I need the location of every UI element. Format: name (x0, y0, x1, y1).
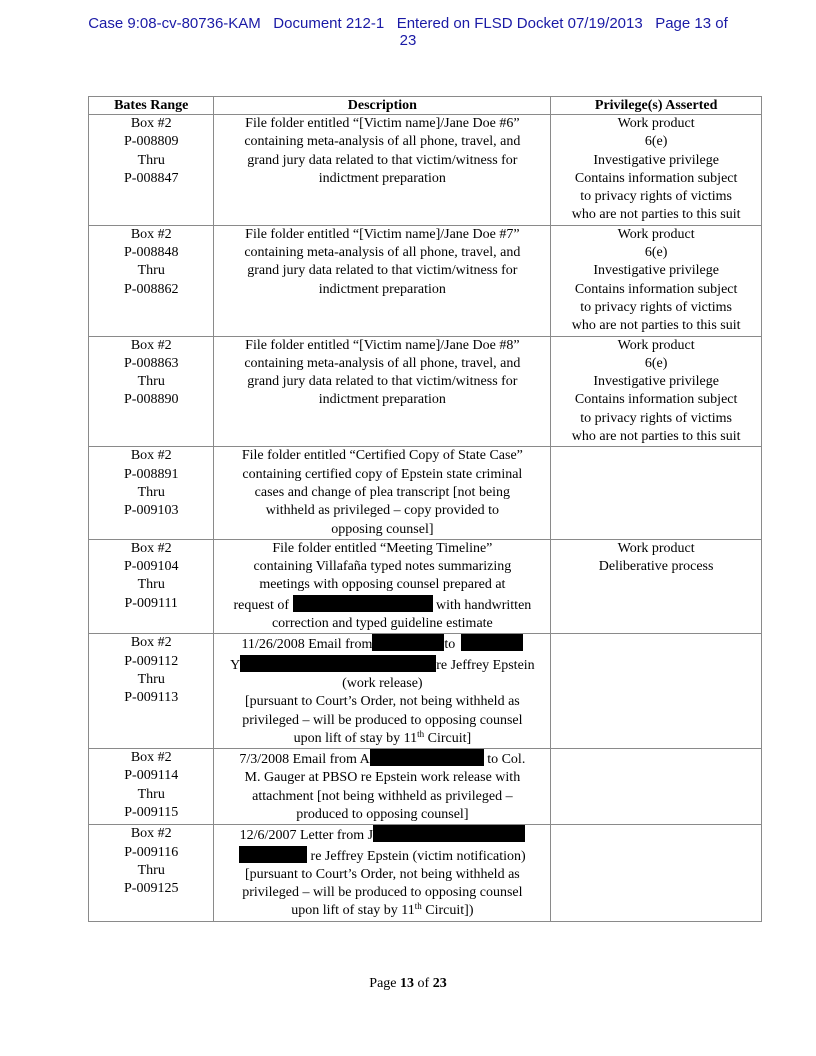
privilege-cell (551, 749, 762, 825)
description-text: to Col. (487, 752, 526, 768)
description-line: containing meta-analysis of all phone, travel, and (244, 245, 521, 261)
description-line: File folder entitled “[Victim name]/Jane Doe #6” (245, 116, 520, 131)
redaction-block (373, 825, 525, 842)
bates-line: P-008862 (124, 281, 179, 297)
bates-line: Thru (137, 152, 165, 168)
description-line: File folder entitled “[Victim name]/Jane Doe #7” (245, 226, 520, 242)
privilege-line: Work product (617, 116, 695, 131)
bates-line: Box #2 (130, 226, 172, 242)
privilege-line: Investigative privilege (593, 152, 719, 168)
privilege-line: who are not parties to this suit (571, 207, 741, 223)
description-line: grand jury data related to that victim/witness for (247, 152, 518, 168)
bates-line: P-008890 (124, 392, 179, 408)
privilege-cell (551, 447, 762, 539)
bates-line: Thru (137, 671, 165, 687)
redaction-block (293, 595, 433, 612)
description-text: re Jeffrey Epstein (victim notification) (310, 848, 526, 864)
bates-cell (89, 825, 214, 921)
privilege-cell (551, 634, 762, 749)
privilege-cell (551, 539, 762, 633)
privilege-line: who are not parties to this suit (571, 318, 741, 334)
description-line: correction and typed guideline estimate (271, 616, 493, 632)
bates-line: Thru (137, 862, 165, 878)
privilege-line: Work product (617, 540, 695, 556)
description-line: cases and change of plea transcript [not being (254, 484, 511, 500)
bates-cell (89, 447, 214, 539)
description-line: (work release) (342, 675, 423, 691)
description-line (217, 655, 547, 675)
privilege-line: to privacy rights of victims (580, 410, 732, 426)
bates-line: P-008848 (124, 245, 179, 261)
description-text: Circuit] (424, 730, 472, 746)
privilege-line: Deliberative process (598, 559, 714, 575)
bates-line: P-009112 (124, 653, 179, 669)
redaction-block (240, 655, 436, 672)
bates-line: P-009111 (124, 595, 178, 611)
description-line: produced to opposing counsel] (296, 806, 469, 822)
bates-line: P-009104 (124, 559, 179, 575)
bates-line: Box #2 (130, 116, 172, 131)
description-line: File folder entitled “Certified Copy of State Case” (241, 448, 523, 464)
description-cell (214, 447, 551, 539)
bates-line: Box #2 (130, 540, 172, 556)
table-row (89, 539, 762, 633)
table-row (89, 225, 762, 336)
description-text: re Jeffrey Epstein (436, 657, 535, 673)
privilege-cell (551, 225, 762, 336)
page-footer (0, 976, 816, 992)
docket-header-line1: Case 9:08-cv-80736-KAM Document 212-1 Entered on FLSD Docket 07/19/2013 Page 13 of (88, 15, 728, 32)
bates-line: P-009116 (124, 844, 179, 860)
docket-header-line2: 23 (399, 32, 417, 49)
bates-cell (89, 115, 214, 226)
bates-line: P-008863 (124, 355, 179, 371)
bates-line: Thru (137, 374, 165, 390)
bates-line: Box #2 (130, 337, 172, 353)
bates-cell (89, 336, 214, 447)
footer-total-pages: 23 (432, 976, 447, 991)
description-line: opposing counsel] (331, 521, 434, 537)
description-line: File folder entitled “Meeting Timeline” (272, 540, 493, 556)
bates-line: P-009103 (124, 503, 179, 519)
redaction-block (461, 634, 523, 651)
bates-line: Thru (137, 786, 165, 802)
description-line (217, 902, 547, 920)
description-line: M. Gauger at PBSO re Epstein work release with (244, 770, 521, 786)
privilege-cell (551, 115, 762, 226)
table-row (89, 336, 762, 447)
bates-line: P-008847 (124, 170, 179, 186)
privilege-line: Work product (617, 226, 695, 242)
description-text: 11/26/2008 Email from (241, 637, 373, 653)
privilege-line: Contains information subject (574, 281, 738, 297)
description-text: request of (233, 597, 290, 613)
footer-of-label: of (417, 976, 430, 991)
bates-line: Box #2 (130, 448, 172, 464)
bates-line: P-009115 (124, 804, 179, 820)
column-header-privilege: Privilege(s) Asserted (551, 97, 762, 115)
bates-line: P-008809 (124, 134, 179, 150)
description-text: A (359, 752, 370, 768)
privilege-log-table (88, 96, 762, 922)
table-row (89, 115, 762, 226)
bates-line: Thru (137, 484, 165, 500)
description-line: grand jury data related to that victim/witness for (247, 374, 518, 390)
bates-line: P-009125 (124, 881, 179, 897)
description-line: privileged – will be produced to opposing counsel (242, 712, 523, 728)
privilege-line: 6(e) (644, 245, 668, 261)
bates-cell (89, 749, 214, 825)
description-text: 7/3/2008 Email from (239, 752, 357, 768)
description-line: withheld as privileged – copy provided to (265, 503, 500, 519)
privilege-line: 6(e) (644, 134, 668, 150)
description-text: upon lift of stay by 11 (291, 903, 415, 919)
superscript-th: th (414, 901, 422, 912)
column-header-description: Description (214, 97, 551, 115)
privilege-cell (551, 825, 762, 921)
privilege-line: Work product (617, 337, 695, 353)
privilege-line: who are not parties to this suit (571, 429, 741, 445)
description-cell (214, 115, 551, 226)
description-line: containing certified copy of Epstein state criminal (242, 466, 523, 482)
description-text: 12/6/2007 Letter from (239, 828, 365, 844)
footer-page-label: Page (369, 976, 397, 991)
description-line (217, 825, 547, 845)
column-header-bates: Bates Range (89, 97, 214, 115)
description-line: [pursuant to Court’s Order, not being withheld as (245, 694, 520, 710)
privilege-line: Investigative privilege (593, 263, 719, 279)
description-line: attachment [not being withheld as privileged – (252, 788, 513, 804)
description-line: containing meta-analysis of all phone, travel, and (244, 355, 521, 371)
bates-cell (89, 634, 214, 749)
bates-cell (89, 539, 214, 633)
bates-cell (89, 225, 214, 336)
privilege-line: Investigative privilege (593, 374, 719, 390)
description-line: containing Villafaña typed notes summarizing (253, 559, 512, 575)
bates-line: P-009113 (124, 690, 179, 706)
bates-line: Box #2 (130, 635, 172, 651)
description-text: with handwritten (436, 597, 532, 613)
description-line: indictment preparation (318, 392, 446, 408)
description-line: [pursuant to Court’s Order, not being withheld as (245, 866, 520, 882)
table-row (89, 749, 762, 825)
superscript-th: th (417, 728, 425, 739)
description-cell (214, 749, 551, 825)
redaction-block (372, 634, 444, 651)
description-line (217, 749, 547, 769)
bates-line: P-008891 (124, 466, 179, 482)
description-cell (214, 225, 551, 336)
bates-line: Box #2 (130, 750, 172, 766)
description-line: containing meta-analysis of all phone, travel, and (244, 134, 521, 150)
footer-current-page: 13 (400, 976, 415, 991)
privilege-line: Contains information subject (574, 170, 738, 186)
description-cell (214, 825, 551, 921)
privilege-line: 6(e) (644, 355, 668, 371)
description-text: Y (230, 657, 241, 673)
description-line: grand jury data related to that victim/witness for (247, 263, 518, 279)
bates-line: Box #2 (130, 826, 172, 842)
bates-line: P-009114 (124, 768, 179, 784)
description-line: meetings with opposing counsel prepared at (259, 577, 506, 593)
description-text: Circuit]) (421, 903, 474, 919)
privilege-line: to privacy rights of victims (580, 189, 732, 205)
description-text: to (444, 637, 456, 653)
table-header-row (89, 97, 762, 115)
description-cell (214, 539, 551, 633)
description-text: J (367, 828, 374, 844)
table-row (89, 825, 762, 921)
bates-line: Thru (137, 263, 165, 279)
privilege-line: to privacy rights of victims (580, 299, 732, 315)
description-line (217, 634, 547, 654)
description-cell (214, 634, 551, 749)
description-line (217, 730, 547, 748)
description-cell (214, 336, 551, 447)
redaction-block (239, 846, 307, 863)
description-line: indictment preparation (318, 170, 446, 186)
privilege-cell (551, 336, 762, 447)
description-line (217, 595, 547, 615)
bates-line: Thru (137, 577, 165, 593)
description-text: upon lift of stay by 11 (293, 730, 418, 746)
docket-header (40, 15, 776, 49)
description-line: privileged – will be produced to opposing counsel (242, 885, 523, 901)
description-line (217, 846, 547, 866)
privilege-line: Contains information subject (574, 392, 738, 408)
table-row (89, 447, 762, 539)
description-line: File folder entitled “[Victim name]/Jane Doe #8” (245, 337, 520, 353)
table-row (89, 634, 762, 749)
description-line: indictment preparation (318, 281, 446, 297)
redaction-block (370, 749, 484, 766)
